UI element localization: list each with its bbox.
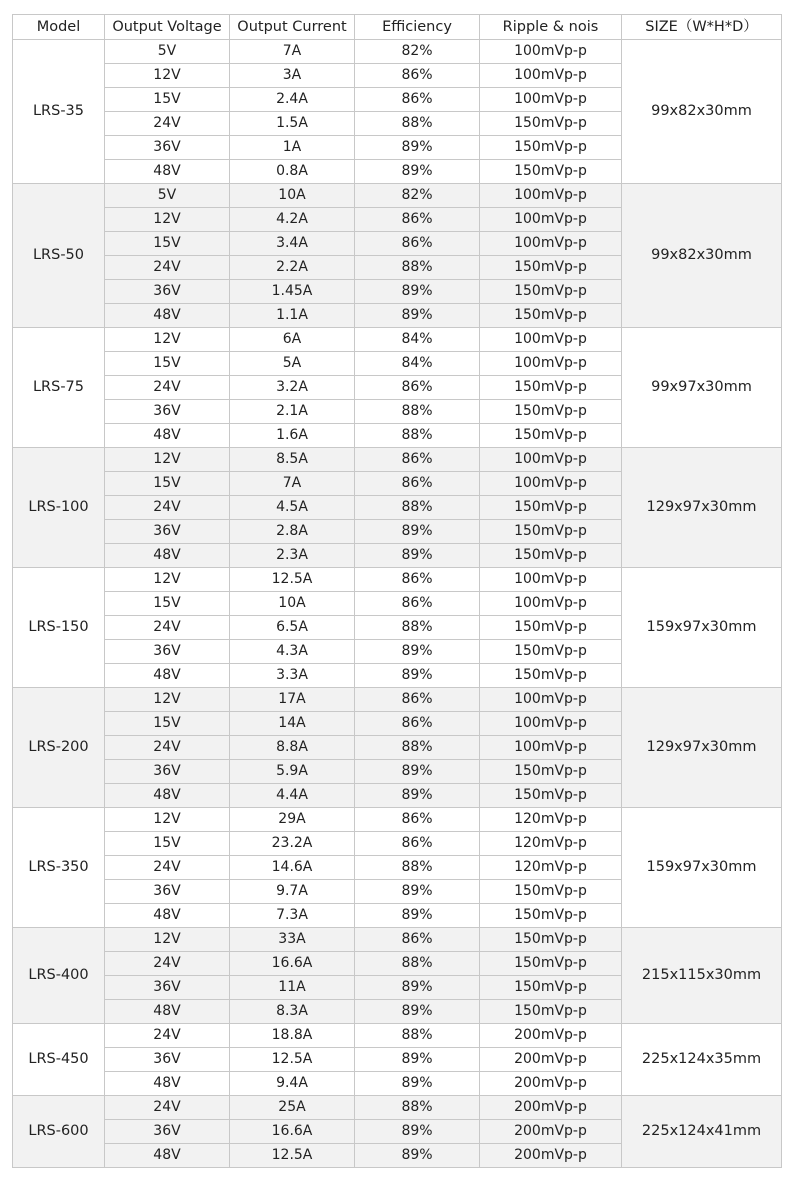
ripple-noise-cell: 200mVp-p xyxy=(480,1072,622,1096)
output-voltage-cell: 36V xyxy=(105,280,230,304)
model-cell: LRS-400 xyxy=(13,928,105,1024)
model-cell: LRS-75 xyxy=(13,328,105,448)
efficiency-cell: 89% xyxy=(355,1072,480,1096)
output-current-cell: 4.4A xyxy=(230,784,355,808)
efficiency-cell: 88% xyxy=(355,256,480,280)
table-row xyxy=(13,808,782,832)
efficiency-cell: 89% xyxy=(355,544,480,568)
output-voltage-cell: 12V xyxy=(105,928,230,952)
ripple-noise-cell: 100mVp-p xyxy=(480,568,622,592)
output-current-cell: 1.1A xyxy=(230,304,355,328)
model-cell: LRS-600 xyxy=(13,1096,105,1168)
ripple-noise-cell: 150mVp-p xyxy=(480,400,622,424)
ripple-noise-cell: 150mVp-p xyxy=(480,136,622,160)
efficiency-cell: 86% xyxy=(355,808,480,832)
output-current-cell: 8.3A xyxy=(230,1000,355,1024)
output-voltage-cell: 24V xyxy=(105,496,230,520)
output-current-cell: 4.3A xyxy=(230,640,355,664)
ripple-noise-cell: 100mVp-p xyxy=(480,736,622,760)
output-voltage-cell: 24V xyxy=(105,856,230,880)
output-current-cell: 3.2A xyxy=(230,376,355,400)
efficiency-cell: 88% xyxy=(355,736,480,760)
output-current-cell: 16.6A xyxy=(230,952,355,976)
output-current-cell: 8.5A xyxy=(230,448,355,472)
output-voltage-cell: 15V xyxy=(105,232,230,256)
ripple-noise-cell: 200mVp-p xyxy=(480,1024,622,1048)
output-voltage-cell: 15V xyxy=(105,712,230,736)
model-group xyxy=(13,40,782,184)
output-current-cell: 1.5A xyxy=(230,112,355,136)
ripple-noise-cell: 100mVp-p xyxy=(480,352,622,376)
efficiency-cell: 86% xyxy=(355,712,480,736)
model-group xyxy=(13,1096,782,1168)
ripple-noise-cell: 100mVp-p xyxy=(480,88,622,112)
table-row xyxy=(13,928,782,952)
efficiency-cell: 88% xyxy=(355,496,480,520)
ripple-noise-cell: 100mVp-p xyxy=(480,712,622,736)
output-voltage-cell: 36V xyxy=(105,880,230,904)
efficiency-cell: 84% xyxy=(355,328,480,352)
output-current-cell: 6.5A xyxy=(230,616,355,640)
output-voltage-cell: 48V xyxy=(105,1144,230,1168)
model-group xyxy=(13,568,782,688)
ripple-noise-cell: 150mVp-p xyxy=(480,280,622,304)
output-current-cell: 8.8A xyxy=(230,736,355,760)
output-voltage-cell: 15V xyxy=(105,88,230,112)
output-current-cell: 14A xyxy=(230,712,355,736)
ripple-noise-cell: 100mVp-p xyxy=(480,328,622,352)
output-current-cell: 10A xyxy=(230,184,355,208)
header-size: SIZE（W*H*D） xyxy=(622,15,782,40)
ripple-noise-cell: 200mVp-p xyxy=(480,1096,622,1120)
output-voltage-cell: 24V xyxy=(105,376,230,400)
output-current-cell: 3.3A xyxy=(230,664,355,688)
efficiency-cell: 86% xyxy=(355,64,480,88)
efficiency-cell: 86% xyxy=(355,928,480,952)
efficiency-cell: 86% xyxy=(355,592,480,616)
table-row xyxy=(13,1024,782,1048)
output-current-cell: 2.2A xyxy=(230,256,355,280)
ripple-noise-cell: 100mVp-p xyxy=(480,208,622,232)
output-current-cell: 10A xyxy=(230,592,355,616)
output-current-cell: 18.8A xyxy=(230,1024,355,1048)
efficiency-cell: 88% xyxy=(355,952,480,976)
output-voltage-cell: 5V xyxy=(105,184,230,208)
output-voltage-cell: 36V xyxy=(105,1120,230,1144)
efficiency-cell: 86% xyxy=(355,376,480,400)
output-current-cell: 17A xyxy=(230,688,355,712)
efficiency-cell: 86% xyxy=(355,232,480,256)
efficiency-cell: 88% xyxy=(355,856,480,880)
size-cell: 99x97x30mm xyxy=(622,328,782,448)
efficiency-cell: 89% xyxy=(355,520,480,544)
efficiency-cell: 89% xyxy=(355,280,480,304)
size-cell: 129x97x30mm xyxy=(622,448,782,568)
efficiency-cell: 89% xyxy=(355,1120,480,1144)
size-cell: 99x82x30mm xyxy=(622,40,782,184)
ripple-noise-cell: 150mVp-p xyxy=(480,544,622,568)
output-current-cell: 3A xyxy=(230,64,355,88)
efficiency-cell: 88% xyxy=(355,616,480,640)
efficiency-cell: 84% xyxy=(355,352,480,376)
model-cell: LRS-450 xyxy=(13,1024,105,1096)
output-current-cell: 1.6A xyxy=(230,424,355,448)
efficiency-cell: 86% xyxy=(355,568,480,592)
output-voltage-cell: 48V xyxy=(105,664,230,688)
model-cell: LRS-100 xyxy=(13,448,105,568)
output-voltage-cell: 12V xyxy=(105,808,230,832)
output-current-cell: 12.5A xyxy=(230,1144,355,1168)
ripple-noise-cell: 150mVp-p xyxy=(480,640,622,664)
table-row xyxy=(13,568,782,592)
size-cell: 159x97x30mm xyxy=(622,808,782,928)
ripple-noise-cell: 100mVp-p xyxy=(480,472,622,496)
model-group xyxy=(13,808,782,928)
output-voltage-cell: 36V xyxy=(105,640,230,664)
output-current-cell: 14.6A xyxy=(230,856,355,880)
output-voltage-cell: 24V xyxy=(105,112,230,136)
model-cell: LRS-35 xyxy=(13,40,105,184)
efficiency-cell: 89% xyxy=(355,760,480,784)
model-cell: LRS-200 xyxy=(13,688,105,808)
table-row xyxy=(13,688,782,712)
output-voltage-cell: 48V xyxy=(105,904,230,928)
efficiency-cell: 88% xyxy=(355,1024,480,1048)
model-cell: LRS-50 xyxy=(13,184,105,328)
ripple-noise-cell: 150mVp-p xyxy=(480,160,622,184)
ripple-noise-cell: 200mVp-p xyxy=(480,1120,622,1144)
output-current-cell: 7.3A xyxy=(230,904,355,928)
ripple-noise-cell: 200mVp-p xyxy=(480,1144,622,1168)
output-voltage-cell: 15V xyxy=(105,832,230,856)
ripple-noise-cell: 150mVp-p xyxy=(480,880,622,904)
efficiency-cell: 86% xyxy=(355,448,480,472)
efficiency-cell: 82% xyxy=(355,184,480,208)
efficiency-cell: 88% xyxy=(355,424,480,448)
output-voltage-cell: 36V xyxy=(105,1048,230,1072)
output-voltage-cell: 36V xyxy=(105,976,230,1000)
output-voltage-cell: 48V xyxy=(105,304,230,328)
output-voltage-cell: 48V xyxy=(105,160,230,184)
efficiency-cell: 89% xyxy=(355,784,480,808)
ripple-noise-cell: 150mVp-p xyxy=(480,496,622,520)
ripple-noise-cell: 150mVp-p xyxy=(480,952,622,976)
output-current-cell: 23.2A xyxy=(230,832,355,856)
table-row xyxy=(13,184,782,208)
model-cell: LRS-350 xyxy=(13,808,105,928)
output-voltage-cell: 15V xyxy=(105,472,230,496)
output-voltage-cell: 24V xyxy=(105,256,230,280)
ripple-noise-cell: 150mVp-p xyxy=(480,928,622,952)
output-voltage-cell: 24V xyxy=(105,616,230,640)
output-current-cell: 4.5A xyxy=(230,496,355,520)
output-voltage-cell: 36V xyxy=(105,760,230,784)
efficiency-cell: 86% xyxy=(355,472,480,496)
header-efficiency: Efficiency xyxy=(355,15,480,40)
output-current-cell: 3.4A xyxy=(230,232,355,256)
efficiency-cell: 86% xyxy=(355,832,480,856)
ripple-noise-cell: 150mVp-p xyxy=(480,256,622,280)
output-voltage-cell: 12V xyxy=(105,64,230,88)
output-current-cell: 5.9A xyxy=(230,760,355,784)
table-header-row xyxy=(13,15,782,40)
size-cell: 215x115x30mm xyxy=(622,928,782,1024)
output-current-cell: 4.2A xyxy=(230,208,355,232)
ripple-noise-cell: 100mVp-p xyxy=(480,592,622,616)
ripple-noise-cell: 100mVp-p xyxy=(480,688,622,712)
output-voltage-cell: 24V xyxy=(105,1024,230,1048)
efficiency-cell: 89% xyxy=(355,136,480,160)
efficiency-cell: 88% xyxy=(355,1096,480,1120)
output-voltage-cell: 24V xyxy=(105,736,230,760)
header-model: Model xyxy=(13,15,105,40)
power-supply-spec-table xyxy=(12,14,782,1168)
model-group xyxy=(13,184,782,328)
output-voltage-cell: 48V xyxy=(105,1000,230,1024)
output-voltage-cell: 12V xyxy=(105,208,230,232)
output-current-cell: 2.3A xyxy=(230,544,355,568)
output-current-cell: 16.6A xyxy=(230,1120,355,1144)
output-voltage-cell: 48V xyxy=(105,424,230,448)
output-current-cell: 6A xyxy=(230,328,355,352)
ripple-noise-cell: 150mVp-p xyxy=(480,304,622,328)
output-current-cell: 1A xyxy=(230,136,355,160)
efficiency-cell: 89% xyxy=(355,880,480,904)
efficiency-cell: 86% xyxy=(355,208,480,232)
output-current-cell: 5A xyxy=(230,352,355,376)
output-current-cell: 1.45A xyxy=(230,280,355,304)
efficiency-cell: 82% xyxy=(355,40,480,64)
output-current-cell: 0.8A xyxy=(230,160,355,184)
output-current-cell: 11A xyxy=(230,976,355,1000)
output-current-cell: 2.8A xyxy=(230,520,355,544)
ripple-noise-cell: 120mVp-p xyxy=(480,808,622,832)
output-voltage-cell: 15V xyxy=(105,592,230,616)
output-voltage-cell: 48V xyxy=(105,544,230,568)
output-voltage-cell: 12V xyxy=(105,688,230,712)
ripple-noise-cell: 200mVp-p xyxy=(480,1048,622,1072)
output-current-cell: 29A xyxy=(230,808,355,832)
output-current-cell: 7A xyxy=(230,472,355,496)
ripple-noise-cell: 100mVp-p xyxy=(480,40,622,64)
output-current-cell: 12.5A xyxy=(230,568,355,592)
ripple-noise-cell: 150mVp-p xyxy=(480,520,622,544)
size-cell: 159x97x30mm xyxy=(622,568,782,688)
ripple-noise-cell: 150mVp-p xyxy=(480,784,622,808)
ripple-noise-cell: 150mVp-p xyxy=(480,424,622,448)
size-cell: 129x97x30mm xyxy=(622,688,782,808)
output-voltage-cell: 24V xyxy=(105,952,230,976)
ripple-noise-cell: 100mVp-p xyxy=(480,448,622,472)
header-ripple-noise: Ripple & nois xyxy=(480,15,622,40)
efficiency-cell: 89% xyxy=(355,1000,480,1024)
size-cell: 225x124x35mm xyxy=(622,1024,782,1096)
output-current-cell: 9.7A xyxy=(230,880,355,904)
efficiency-cell: 89% xyxy=(355,976,480,1000)
ripple-noise-cell: 100mVp-p xyxy=(480,64,622,88)
model-group xyxy=(13,688,782,808)
size-cell: 99x82x30mm xyxy=(622,184,782,328)
output-current-cell: 33A xyxy=(230,928,355,952)
table-row xyxy=(13,448,782,472)
model-group xyxy=(13,928,782,1024)
output-current-cell: 9.4A xyxy=(230,1072,355,1096)
efficiency-cell: 86% xyxy=(355,688,480,712)
header-output-voltage: Output Voltage xyxy=(105,15,230,40)
efficiency-cell: 89% xyxy=(355,1048,480,1072)
efficiency-cell: 89% xyxy=(355,664,480,688)
header-output-current: Output Current xyxy=(230,15,355,40)
efficiency-cell: 89% xyxy=(355,640,480,664)
ripple-noise-cell: 150mVp-p xyxy=(480,760,622,784)
table-row xyxy=(13,40,782,64)
output-voltage-cell: 36V xyxy=(105,520,230,544)
output-current-cell: 7A xyxy=(230,40,355,64)
efficiency-cell: 86% xyxy=(355,88,480,112)
output-voltage-cell: 12V xyxy=(105,328,230,352)
ripple-noise-cell: 150mVp-p xyxy=(480,976,622,1000)
output-voltage-cell: 15V xyxy=(105,352,230,376)
ripple-noise-cell: 100mVp-p xyxy=(480,184,622,208)
output-voltage-cell: 12V xyxy=(105,568,230,592)
output-voltage-cell: 48V xyxy=(105,1072,230,1096)
ripple-noise-cell: 150mVp-p xyxy=(480,664,622,688)
output-voltage-cell: 12V xyxy=(105,448,230,472)
output-current-cell: 12.5A xyxy=(230,1048,355,1072)
efficiency-cell: 88% xyxy=(355,112,480,136)
output-voltage-cell: 36V xyxy=(105,400,230,424)
ripple-noise-cell: 120mVp-p xyxy=(480,832,622,856)
output-voltage-cell: 5V xyxy=(105,40,230,64)
size-cell: 225x124x41mm xyxy=(622,1096,782,1168)
ripple-noise-cell: 150mVp-p xyxy=(480,376,622,400)
model-group xyxy=(13,328,782,448)
output-voltage-cell: 36V xyxy=(105,136,230,160)
output-voltage-cell: 24V xyxy=(105,1096,230,1120)
output-current-cell: 2.4A xyxy=(230,88,355,112)
output-voltage-cell: 48V xyxy=(105,784,230,808)
efficiency-cell: 89% xyxy=(355,160,480,184)
efficiency-cell: 89% xyxy=(355,304,480,328)
model-cell: LRS-150 xyxy=(13,568,105,688)
efficiency-cell: 89% xyxy=(355,1144,480,1168)
ripple-noise-cell: 150mVp-p xyxy=(480,112,622,136)
efficiency-cell: 88% xyxy=(355,400,480,424)
ripple-noise-cell: 150mVp-p xyxy=(480,904,622,928)
table-row xyxy=(13,1096,782,1120)
ripple-noise-cell: 150mVp-p xyxy=(480,1000,622,1024)
ripple-noise-cell: 150mVp-p xyxy=(480,616,622,640)
model-group xyxy=(13,1024,782,1096)
efficiency-cell: 89% xyxy=(355,904,480,928)
ripple-noise-cell: 100mVp-p xyxy=(480,232,622,256)
output-current-cell: 25A xyxy=(230,1096,355,1120)
output-current-cell: 2.1A xyxy=(230,400,355,424)
model-group xyxy=(13,448,782,568)
ripple-noise-cell: 120mVp-p xyxy=(480,856,622,880)
table-row xyxy=(13,328,782,352)
